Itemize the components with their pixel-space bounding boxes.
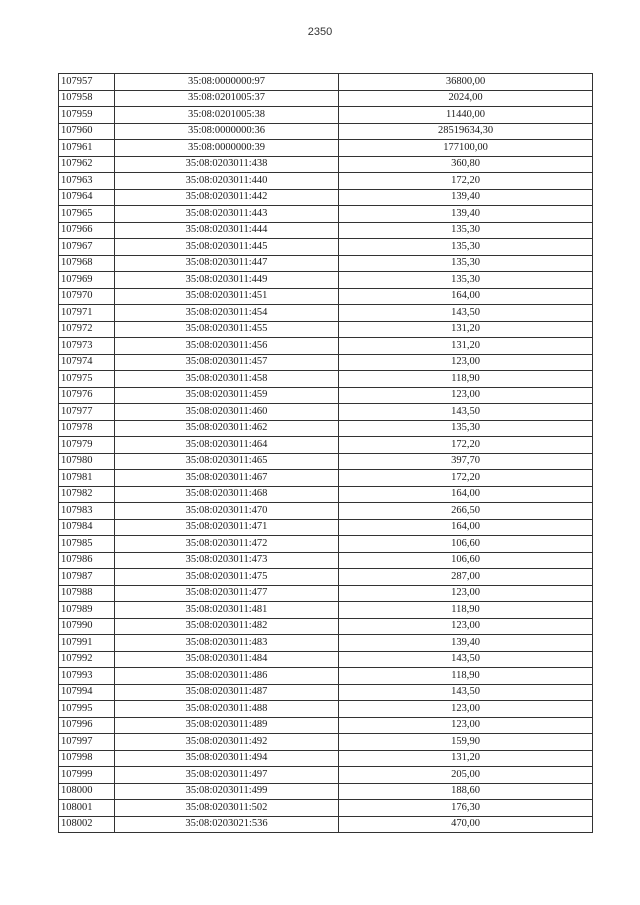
table-row	[59, 387, 593, 404]
value-cell: 397,70	[339, 453, 593, 470]
row-id-cell: 107962	[59, 156, 115, 173]
cadastral-number-cell: 35:08:0203011:464	[115, 437, 339, 454]
cadastral-number-cell: 35:08:0203011:475	[115, 569, 339, 586]
value-cell: 164,00	[339, 288, 593, 305]
value-cell: 135,30	[339, 222, 593, 239]
cadastral-number-cell: 35:08:0203011:497	[115, 767, 339, 784]
cadastral-number-cell: 35:08:0000000:39	[115, 140, 339, 157]
cadastral-number-cell: 35:08:0203011:470	[115, 503, 339, 520]
row-id-cell: 107964	[59, 189, 115, 206]
row-id-cell: 107983	[59, 503, 115, 520]
row-id-cell: 107994	[59, 684, 115, 701]
table-row	[59, 420, 593, 437]
row-id-cell: 107973	[59, 338, 115, 355]
table-row	[59, 371, 593, 388]
row-id-cell: 107978	[59, 420, 115, 437]
row-id-cell: 107982	[59, 486, 115, 503]
table-row	[59, 255, 593, 272]
table-row	[59, 222, 593, 239]
cadastral-number-cell: 35:08:0203011:494	[115, 750, 339, 767]
cadastral-number-cell: 35:08:0203011:442	[115, 189, 339, 206]
table-row	[59, 123, 593, 140]
row-id-cell: 107998	[59, 750, 115, 767]
table-row	[59, 288, 593, 305]
row-id-cell: 107996	[59, 717, 115, 734]
value-cell: 139,40	[339, 189, 593, 206]
row-id-cell: 107991	[59, 635, 115, 652]
cadastral-number-cell: 35:08:0203011:465	[115, 453, 339, 470]
value-cell: 143,50	[339, 684, 593, 701]
table-row	[59, 635, 593, 652]
value-cell: 164,00	[339, 519, 593, 536]
row-id-cell: 107959	[59, 107, 115, 124]
cadastral-number-cell: 35:08:0000000:36	[115, 123, 339, 140]
cadastral-number-cell: 35:08:0203011:449	[115, 272, 339, 289]
table-row	[59, 486, 593, 503]
table-row	[59, 470, 593, 487]
cadastral-number-cell: 35:08:0000000:97	[115, 74, 339, 91]
row-id-cell: 107986	[59, 552, 115, 569]
cadastral-number-cell: 35:08:0203011:487	[115, 684, 339, 701]
table-row	[59, 717, 593, 734]
value-cell: 176,30	[339, 800, 593, 817]
row-id-cell: 107980	[59, 453, 115, 470]
cadastral-number-cell: 35:08:0203011:492	[115, 734, 339, 751]
table-row	[59, 668, 593, 685]
cadastral-number-cell: 35:08:0203011:499	[115, 783, 339, 800]
row-id-cell: 107993	[59, 668, 115, 685]
cadastral-number-cell: 35:08:0203011:482	[115, 618, 339, 635]
cadastral-number-cell: 35:08:0203011:471	[115, 519, 339, 536]
table-row	[59, 107, 593, 124]
row-id-cell: 108001	[59, 800, 115, 817]
table-row	[59, 618, 593, 635]
value-cell: 131,20	[339, 750, 593, 767]
table-row	[59, 272, 593, 289]
table-row	[59, 90, 593, 107]
value-cell: 205,00	[339, 767, 593, 784]
cadastral-number-cell: 35:08:0203011:438	[115, 156, 339, 173]
row-id-cell: 107974	[59, 354, 115, 371]
page-number: 2350	[307, 26, 333, 38]
value-cell: 11440,00	[339, 107, 593, 124]
value-cell: 131,20	[339, 338, 593, 355]
value-cell: 123,00	[339, 717, 593, 734]
table-row	[59, 519, 593, 536]
row-id-cell: 107965	[59, 206, 115, 223]
cadastral-number-cell: 35:08:0203011:445	[115, 239, 339, 256]
value-cell: 106,60	[339, 536, 593, 553]
table-row	[59, 189, 593, 206]
row-id-cell: 107968	[59, 255, 115, 272]
row-id-cell: 107979	[59, 437, 115, 454]
value-cell: 135,30	[339, 255, 593, 272]
table-row	[59, 74, 593, 91]
value-cell: 172,20	[339, 437, 593, 454]
row-id-cell: 107992	[59, 651, 115, 668]
value-cell: 164,00	[339, 486, 593, 503]
table-row	[59, 767, 593, 784]
value-cell: 131,20	[339, 321, 593, 338]
table-row	[59, 437, 593, 454]
value-cell: 287,00	[339, 569, 593, 586]
cadastral-number-cell: 35:08:0203021:536	[115, 816, 339, 833]
row-id-cell: 107984	[59, 519, 115, 536]
cadastral-number-cell: 35:08:0203011:473	[115, 552, 339, 569]
table-row	[59, 651, 593, 668]
value-cell: 135,30	[339, 420, 593, 437]
cadastral-number-cell: 35:08:0203011:456	[115, 338, 339, 355]
value-cell: 470,00	[339, 816, 593, 833]
row-id-cell: 107966	[59, 222, 115, 239]
table-row	[59, 701, 593, 718]
value-cell: 143,50	[339, 404, 593, 421]
table-row	[59, 321, 593, 338]
row-id-cell: 107957	[59, 74, 115, 91]
table-row	[59, 239, 593, 256]
value-cell: 139,40	[339, 206, 593, 223]
row-id-cell: 108002	[59, 816, 115, 833]
table-row	[59, 503, 593, 520]
value-cell: 36800,00	[339, 74, 593, 91]
row-id-cell: 107969	[59, 272, 115, 289]
table-row	[59, 354, 593, 371]
table-body	[59, 74, 593, 833]
cadastral-number-cell: 35:08:0203011:460	[115, 404, 339, 421]
cadastral-number-cell: 35:08:0203011:444	[115, 222, 339, 239]
row-id-cell: 107975	[59, 371, 115, 388]
table-row	[59, 684, 593, 701]
row-id-cell: 107967	[59, 239, 115, 256]
cadastral-number-cell: 35:08:0203011:440	[115, 173, 339, 190]
row-id-cell: 107977	[59, 404, 115, 421]
row-id-cell: 107976	[59, 387, 115, 404]
value-cell: 159,90	[339, 734, 593, 751]
value-cell: 360,80	[339, 156, 593, 173]
cadastral-number-cell: 35:08:0203011:462	[115, 420, 339, 437]
row-id-cell: 107972	[59, 321, 115, 338]
row-id-cell: 107963	[59, 173, 115, 190]
table-row	[59, 602, 593, 619]
table-row	[59, 800, 593, 817]
cadastral-number-cell: 35:08:0203011:447	[115, 255, 339, 272]
table-row	[59, 569, 593, 586]
row-id-cell: 107958	[59, 90, 115, 107]
value-cell: 172,20	[339, 470, 593, 487]
value-cell: 139,40	[339, 635, 593, 652]
row-id-cell: 107987	[59, 569, 115, 586]
cadastral-number-cell: 35:08:0201005:38	[115, 107, 339, 124]
cadastral-number-cell: 35:08:0203011:481	[115, 602, 339, 619]
cadastral-number-cell: 35:08:0203011:502	[115, 800, 339, 817]
table-row	[59, 585, 593, 602]
value-cell: 143,50	[339, 651, 593, 668]
value-cell: 123,00	[339, 701, 593, 718]
table-row	[59, 338, 593, 355]
row-id-cell: 107988	[59, 585, 115, 602]
value-cell: 172,20	[339, 173, 593, 190]
cadastral-number-cell: 35:08:0203011:486	[115, 668, 339, 685]
cadastral-number-cell: 35:08:0203011:488	[115, 701, 339, 718]
row-id-cell: 107960	[59, 123, 115, 140]
table-row	[59, 536, 593, 553]
value-cell: 123,00	[339, 618, 593, 635]
cadastral-number-cell: 35:08:0203011:451	[115, 288, 339, 305]
cadastral-number-cell: 35:08:0203011:484	[115, 651, 339, 668]
cadastral-number-cell: 35:08:0203011:489	[115, 717, 339, 734]
table-row	[59, 783, 593, 800]
value-cell: 266,50	[339, 503, 593, 520]
value-cell: 135,30	[339, 272, 593, 289]
table-row	[59, 173, 593, 190]
row-id-cell: 107995	[59, 701, 115, 718]
cadastral-number-cell: 35:08:0203011:459	[115, 387, 339, 404]
row-id-cell: 107971	[59, 305, 115, 322]
row-id-cell: 107961	[59, 140, 115, 157]
row-id-cell: 107997	[59, 734, 115, 751]
data-table	[58, 73, 593, 833]
table-row	[59, 750, 593, 767]
value-cell: 188,60	[339, 783, 593, 800]
cadastral-number-cell: 35:08:0203011:455	[115, 321, 339, 338]
value-cell: 123,00	[339, 387, 593, 404]
table-row	[59, 552, 593, 569]
value-cell: 118,90	[339, 371, 593, 388]
value-cell: 118,90	[339, 668, 593, 685]
cadastral-number-cell: 35:08:0203011:468	[115, 486, 339, 503]
cadastral-number-cell: 35:08:0203011:458	[115, 371, 339, 388]
row-id-cell: 108000	[59, 783, 115, 800]
value-cell: 28519634,30	[339, 123, 593, 140]
cadastral-number-cell: 35:08:0203011:483	[115, 635, 339, 652]
row-id-cell: 107989	[59, 602, 115, 619]
value-cell: 123,00	[339, 354, 593, 371]
cadastral-number-cell: 35:08:0203011:443	[115, 206, 339, 223]
value-cell: 123,00	[339, 585, 593, 602]
row-id-cell: 107985	[59, 536, 115, 553]
table-row	[59, 404, 593, 421]
value-cell: 118,90	[339, 602, 593, 619]
cadastral-number-cell: 35:08:0203011:454	[115, 305, 339, 322]
row-id-cell: 107990	[59, 618, 115, 635]
table-row	[59, 734, 593, 751]
cadastral-number-cell: 35:08:0203011:477	[115, 585, 339, 602]
cadastral-number-cell: 35:08:0203011:457	[115, 354, 339, 371]
table-row	[59, 816, 593, 833]
value-cell: 135,30	[339, 239, 593, 256]
row-id-cell: 107981	[59, 470, 115, 487]
table-row	[59, 156, 593, 173]
cadastral-number-cell: 35:08:0203011:472	[115, 536, 339, 553]
cadastral-number-cell: 35:08:0201005:37	[115, 90, 339, 107]
table-row	[59, 206, 593, 223]
row-id-cell: 107970	[59, 288, 115, 305]
table-row	[59, 305, 593, 322]
value-cell: 177100,00	[339, 140, 593, 157]
row-id-cell: 107999	[59, 767, 115, 784]
value-cell: 2024,00	[339, 90, 593, 107]
value-cell: 106,60	[339, 552, 593, 569]
value-cell: 143,50	[339, 305, 593, 322]
cadastral-number-cell: 35:08:0203011:467	[115, 470, 339, 487]
table-row	[59, 453, 593, 470]
table-row	[59, 140, 593, 157]
